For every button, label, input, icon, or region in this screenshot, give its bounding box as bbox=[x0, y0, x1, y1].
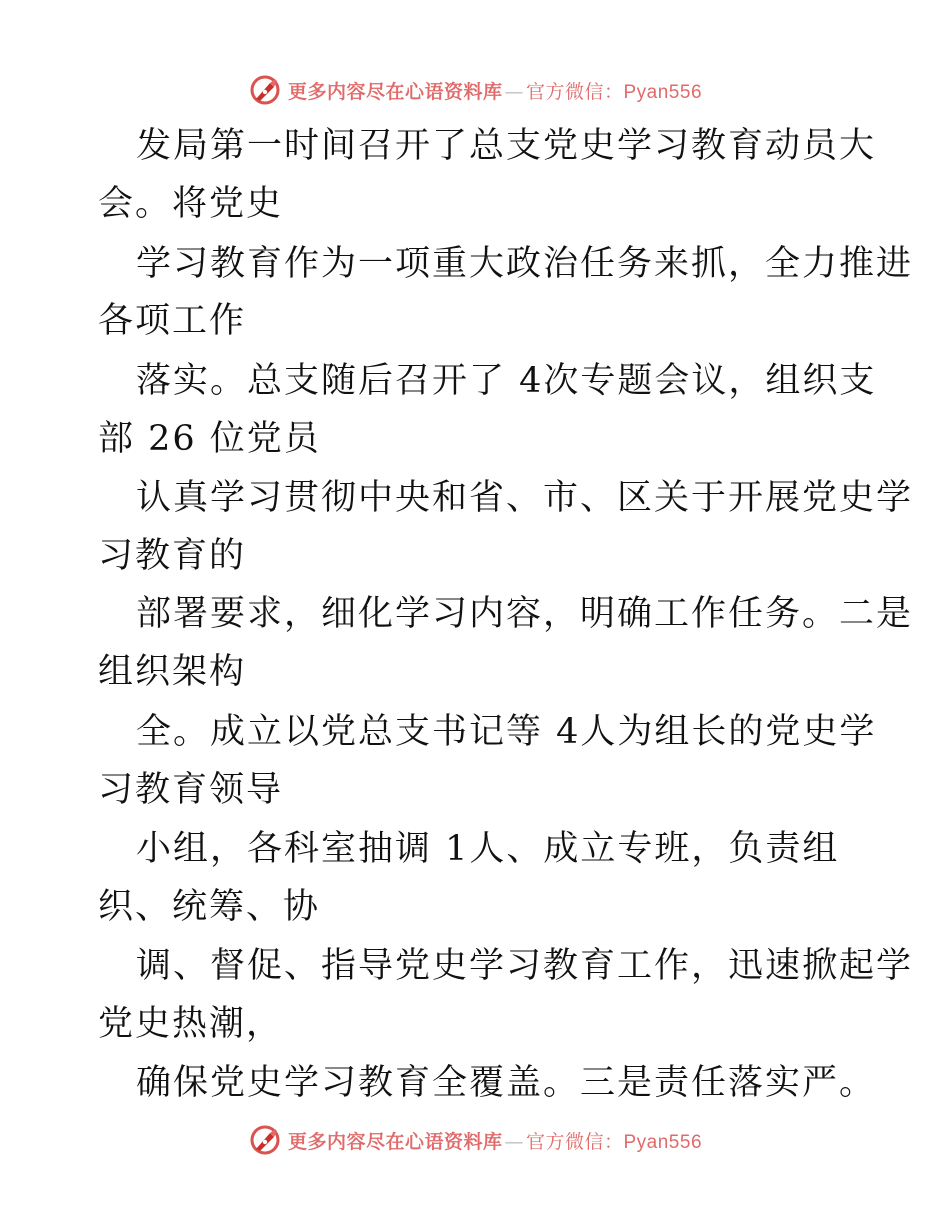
body-line: 党史热潮， bbox=[98, 1004, 284, 1044]
body-line: 学习教育作为一项重大政治任务来抓，全力推进 bbox=[136, 244, 914, 284]
banner-wechat-label: 官方微信： bbox=[525, 80, 624, 103]
body-line: 落实。总支随后召开了 4次专题会议，组织支 bbox=[136, 361, 877, 401]
pen-nib-logo-icon bbox=[248, 1123, 282, 1157]
body-line: 部署要求，细化学习内容，明确工作任务。二是 bbox=[136, 594, 914, 634]
body-line: 小组，各科室抽调 1人、成立专班，负责组 bbox=[136, 829, 840, 869]
pen-nib-logo-icon bbox=[248, 73, 282, 107]
body-line: 习教育的 bbox=[98, 536, 247, 576]
header-watermark-banner bbox=[0, 70, 950, 110]
body-line: 各项工作 bbox=[98, 301, 247, 341]
banner-separator: — bbox=[504, 1130, 524, 1153]
body-line: 组织架构 bbox=[98, 652, 247, 692]
banner-wechat-id: Pyan556 bbox=[623, 1131, 703, 1153]
footer-watermark-banner bbox=[0, 1120, 950, 1160]
body-line: 部 26 位党员 bbox=[98, 419, 321, 459]
body-line: 会。将党史 bbox=[98, 184, 284, 224]
banner-wechat-id: Pyan556 bbox=[623, 81, 703, 103]
body-line: 发局第一时间召开了总支党史学习教育动员大 bbox=[136, 126, 877, 166]
banner-main-text: 更多内容尽在心语资料库 bbox=[287, 80, 503, 103]
body-line: 调、督促、指导党史学习教育工作，迅速掀起学 bbox=[136, 946, 914, 986]
banner-wechat-label: 官方微信： bbox=[525, 1130, 624, 1153]
body-line: 全。成立以党总支书记等 4人为组长的党史学 bbox=[136, 712, 877, 752]
body-line: 确保党史学习教育全覆盖。三是责任落实严。 bbox=[136, 1063, 877, 1103]
banner-main-text: 更多内容尽在心语资料库 bbox=[287, 1130, 503, 1153]
body-line: 认真学习贯彻中央和省、市、区关于开展党史学 bbox=[136, 478, 914, 518]
body-line: 织、统筹、协 bbox=[98, 887, 321, 927]
banner-separator: — bbox=[504, 80, 524, 103]
body-line: 习教育领导 bbox=[98, 770, 284, 810]
